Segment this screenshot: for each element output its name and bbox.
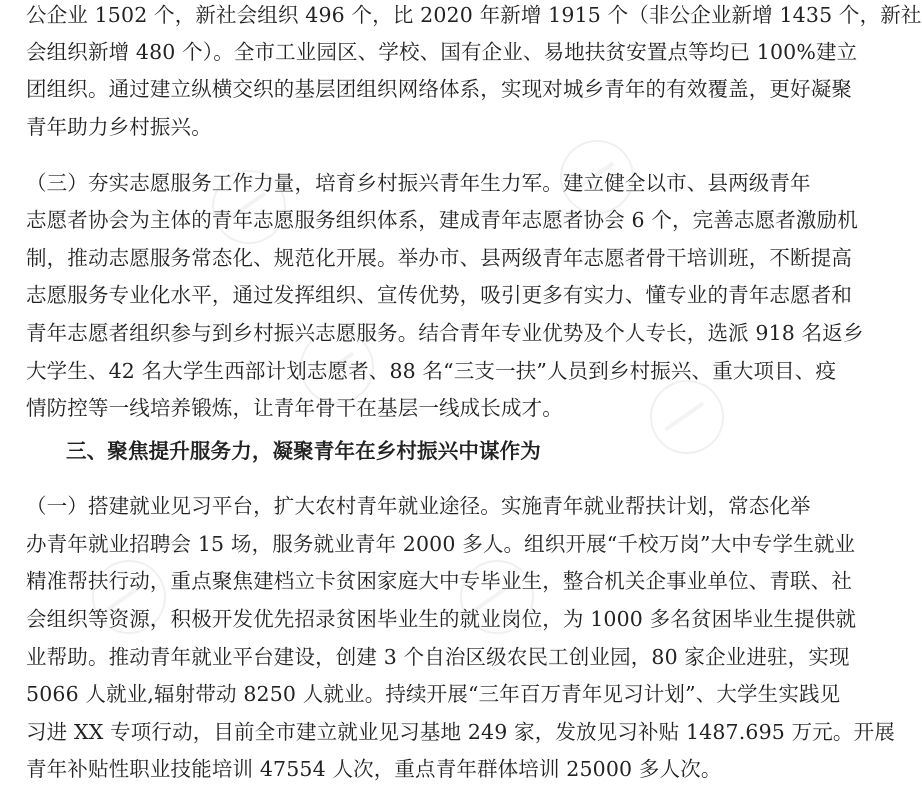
text-line: （三）夯实志愿服务工作力量，培育乡村振兴青年生力军。建立健全以市、县两级青年: [26, 171, 811, 195]
text-line: 青年补贴性职业技能培训 47554 人次，重点青年群体培训 25000 多人次。: [26, 757, 722, 781]
text-line: 会组织新增 480 个）。全市工业园区、学校、国有企业、易地扶贫安置点等均已 100%建立: [26, 40, 858, 64]
text-line: 志愿者协会为主体的青年志愿服务组织体系，建成青年志愿者协会 6 个，完善志愿者激励机: [26, 208, 858, 232]
text-line: 青年助力乡村振兴。: [26, 115, 212, 139]
text-line: 会组织等资源，积极开发优先招录贫困毕业生的就业岗位，为 1000 多名贫困毕业生提供就: [26, 607, 857, 631]
text-line: 大学生、42 名大学生西部计划志愿者、88 名“三支一扶”人员到乡村振兴、重大项目、疫: [26, 359, 837, 383]
text-line: 业帮助。推动青年就业平台建设，创建 3 个自治区级农民工创业园，80 家企业进驻，实现: [26, 645, 850, 669]
text-line: （一）搭建就业见习平台，扩大农村青年就业途径。实施青年就业帮扶计划，常态化举: [26, 494, 811, 518]
text-line: 情防控等一线培养锻炼，让青年骨干在基层一线成长成才。: [26, 396, 563, 420]
section-heading: 三、聚焦提升服务力，凝聚青年在乡村振兴中谋作为: [66, 439, 541, 463]
text-line: 志愿服务专业化水平，通过发挥组织、宣传优势，吸引更多有实力、懂专业的青年志愿者和: [26, 283, 852, 307]
text-line: 团组织。通过建立纵横交织的基层团组织网络体系，实现对城乡青年的有效覆盖，更好凝聚: [26, 77, 852, 101]
text-line: 公企业 1502 个，新社会组织 496 个，比 2020 年新增 1915 个（非公企业新增 1435 个，新社: [26, 3, 922, 27]
text-line: 办青年就业招聘会 15 场，服务就业青年 2000 多人。组织开展“千校万岗”大中专学生就业: [26, 532, 856, 556]
text-line: 5066 人就业,辐射带动 8250 人就业。持续开展“三年百万青年见习计划”、大学生实践见: [26, 682, 841, 706]
text-line: 精准帮扶行动，重点聚焦建档立卡贫困家庭大中专毕业生，整合机关企事业单位、青联、社: [26, 569, 852, 593]
text-line: 习进 XX 专项行动，目前全市建立就业见习基地 249 家，发放见习补贴 1487.695 万元。开展: [26, 720, 895, 744]
text-line: 制，推动志愿服务常态化、规范化开展。举办市、县两级青年志愿者骨干培训班，不断提高: [26, 246, 852, 270]
text-line: 青年志愿者组织参与到乡村振兴志愿服务。结合青年专业优势及个人专长，选派 918 名返乡: [26, 321, 864, 345]
